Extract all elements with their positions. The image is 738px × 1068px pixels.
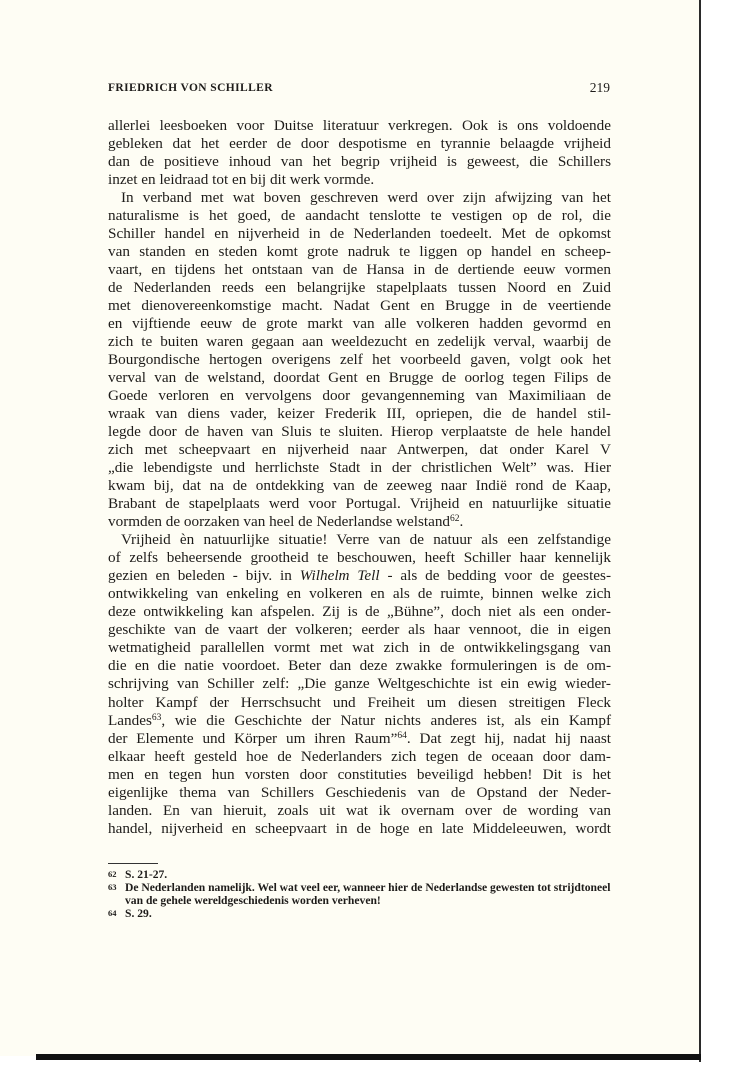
footnote-number: 64 xyxy=(108,908,117,918)
text-segment: deze ontwikkeling kan afspelen. Zij is de „Bühne”, doch niet als een onder- xyxy=(108,603,611,621)
text-line xyxy=(108,459,611,477)
footnote-number: 63 xyxy=(108,882,117,892)
footnote-number: 62 xyxy=(108,869,117,879)
text-segment: gebleken dat het eerder de door despotisme en tyrannie belaagde vrijheid xyxy=(108,135,611,153)
text-segment: wetmatigheid parallellen vormt met wat zich in de ontwikkelingsgang van xyxy=(108,639,611,657)
footnote-text: De Nederlanden namelijk. Wel wat veel eer, wanneer hier de Nederlandse gewesten tot strijdtoneel van de gehele wereldgeschiedenis worden verheven! xyxy=(125,881,611,907)
text-segment: gezien en beleden - bijv. in xyxy=(108,567,300,585)
text-line xyxy=(108,369,611,387)
text-segment: Vrijheid èn natuurlijke situatie! Verre van de natuur als een zelfstandige xyxy=(121,531,611,549)
text-line xyxy=(108,675,611,693)
text-segment: In verband met wat boven geschreven werd over zijn afwijzing van het xyxy=(121,189,611,207)
text-segment: naturalisme is het goed, de aandacht tenslotte te vestigen op de rol, die xyxy=(108,207,611,225)
text-line xyxy=(108,784,611,802)
text-segment: met dienovereenkomstige macht. Nadat Gent en Brugge in de veertiende xyxy=(108,297,611,315)
text-line xyxy=(108,297,611,315)
text-line xyxy=(108,513,611,531)
text-line xyxy=(108,441,611,459)
text-segment: inzet en leidraad tot en bij dit werk vormde. xyxy=(108,171,375,189)
text-line xyxy=(108,495,611,513)
text-segment: ontwikkeling van enkeling en volkeren en als de ruimte, binnen welke zich xyxy=(108,585,611,603)
text-line xyxy=(108,207,611,225)
text-segment: holter Kampf der Herrschsucht und Freiheit um diesen streitigen Fleck xyxy=(108,693,611,711)
text-line xyxy=(108,657,611,675)
text-line xyxy=(108,333,611,351)
text-segment: allerlei leesboeken voor Duitse literatuur verkregen. Ook is ons voldoende xyxy=(108,117,611,134)
text-line xyxy=(108,135,611,153)
text-line xyxy=(108,171,611,189)
text-segment: , wie die Geschichte der Natur nichts anderes ist, als ein Kampf xyxy=(161,711,611,729)
text-segment: verval van de welstand, doordat Gent en Brugge de oorlog tegen Filips de xyxy=(108,369,611,387)
footnote xyxy=(108,881,628,907)
text-line xyxy=(108,531,611,549)
text-segment: vaart, en tijdens het ontstaan van de Hansa in de dertiende eeuw vormen xyxy=(108,261,611,279)
text-line xyxy=(108,730,611,748)
text-line xyxy=(108,117,611,135)
scan-edge-bottom xyxy=(36,1054,701,1060)
text-segment: der Elemente und Körper um ihren Raum” xyxy=(108,729,398,747)
text-segment: kwam bij, dat na de ontdekking van de zeeweg naar Indië rond de Kaap, xyxy=(108,477,611,495)
text-line xyxy=(108,351,611,369)
scan-edge-right xyxy=(699,0,701,1062)
page-number: 219 xyxy=(589,80,610,95)
text-line xyxy=(108,477,611,495)
footnote-text: S. 29. xyxy=(125,907,152,920)
text-line xyxy=(108,225,611,243)
text-line xyxy=(108,766,611,784)
text-segment: die en die natie voordoet. Beter dan deze zwakke formuleringen is de om- xyxy=(108,657,611,675)
text-segment: de Nederlanden reeds een belangrijke stapelplaats tussen Noord en Zuid xyxy=(108,279,611,297)
footnote-reference: 62 xyxy=(450,514,460,525)
text-segment: eigenlijke thema van Schillers Geschiedenis van de Opstand der Neder- xyxy=(108,783,611,801)
italic-title: Wilhelm Tell xyxy=(299,567,380,585)
text-segment: . Dat zegt hij, nadat hij naast xyxy=(406,729,611,747)
text-segment: Schiller handel en nijverheid in de Nederlanden toedeelt. Met de opkomst xyxy=(108,225,611,243)
body-text xyxy=(108,117,611,838)
text-line xyxy=(108,261,611,279)
text-line xyxy=(108,639,611,657)
text-segment: Bourgondische hertogen overigens zelf het voorbeeld gaven, volgt ook het xyxy=(108,351,611,369)
text-segment: landen. En van hieruit, zoals uit wat ik overnam over de wording van xyxy=(108,801,611,819)
footnote-reference: 64 xyxy=(397,730,407,741)
text-segment: Landes xyxy=(108,711,152,729)
text-segment: zich met scheepvaart en nijverheid naar Antwerpen, dat onder Karel V xyxy=(108,441,611,459)
text-line xyxy=(108,802,611,820)
text-line xyxy=(108,567,611,585)
text-segment: zich te buiten waren gegaan aan weeldezucht en zedelijk verval, waarbij de xyxy=(108,333,611,351)
text-segment: . xyxy=(459,513,464,531)
text-line xyxy=(108,603,611,621)
text-line xyxy=(108,153,611,171)
text-segment: Brabant de stapelplaats werd voor Portugal. Vrijheid en natuurlijke situatie xyxy=(108,495,611,513)
text-segment: geschikte van de vaart der volkeren; eerder als haar vennoot, die in eigen xyxy=(108,621,611,639)
text-line xyxy=(108,748,611,766)
text-line xyxy=(108,712,611,730)
text-line xyxy=(108,585,611,603)
footnote-reference: 63 xyxy=(151,712,162,723)
text-line xyxy=(108,423,611,441)
text-segment: - als de bedding voor de geestes- xyxy=(379,567,612,585)
footnote-divider xyxy=(108,863,158,864)
text-segment: men en tegen hun vorsten door constituties beveiligd hebben! Dit is het xyxy=(108,765,611,783)
text-line xyxy=(108,189,611,207)
text-segment: wraak van diens vader, keizer Frederik III, opriepen, die de handel stil- xyxy=(108,405,611,423)
text-line xyxy=(108,315,611,333)
text-line xyxy=(108,243,611,261)
text-line xyxy=(108,387,611,405)
text-segment: legde door de haven van Sluis te sluiten. Hierop verplaatste de hele handel xyxy=(108,423,611,441)
text-line xyxy=(108,549,611,567)
text-segment: of zelfs beheersende grootheid te beschouwen, heeft Schiller haar kennelijk xyxy=(108,549,611,567)
running-head: FRIEDRICH VON SCHILLER xyxy=(108,82,273,94)
text-line xyxy=(108,279,611,297)
text-segment: schrijving van Schiller zelf: „Die ganze Weltgeschichte ist ein ewig wieder- xyxy=(108,675,611,693)
text-segment: „die lebendigste und herrlichste Stadt in der christlichen Welt” was. Hier xyxy=(108,459,611,477)
footnote-text: S. 21-27. xyxy=(125,868,168,881)
text-segment: van standen en steden komt grote nadruk te liggen op handel en scheep- xyxy=(108,243,611,261)
text-segment: dan de positieve inhoud van het begrip vrijheid is geweest, die Schillers xyxy=(108,153,611,171)
footnote xyxy=(108,868,628,881)
text-line xyxy=(108,621,611,639)
text-line xyxy=(108,405,611,423)
text-segment: elkaar heeft gesteld hoe de Nederlanders zich tegen de oceaan door dam- xyxy=(108,747,611,765)
text-line xyxy=(108,820,611,838)
text-segment: vormden de oorzaken van heel de Nederlandse welstand xyxy=(108,513,451,531)
text-line xyxy=(108,694,611,712)
text-segment: Goede verloren en vervolgens door gevangenneming van Maximiliaan de xyxy=(108,387,611,405)
text-segment: handel, nijverheid en scheepvaart in de hoge en late Middeleeuwen, wordt xyxy=(108,819,611,837)
footnotes xyxy=(108,868,628,920)
footnote xyxy=(108,907,628,920)
text-segment: en vijftiende eeuw de grote markt van alle volkeren hadden gevormd en xyxy=(108,315,611,333)
